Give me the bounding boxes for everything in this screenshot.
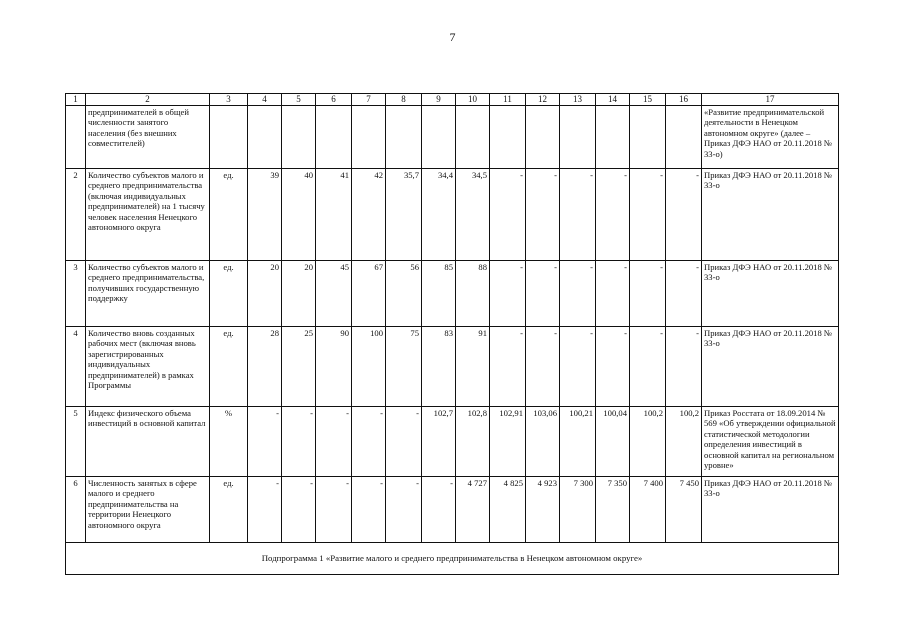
value-cell: - bbox=[422, 477, 456, 543]
value-cell: - bbox=[596, 327, 630, 407]
source-cell: Приказ ДФЭ НАО от 20.11.2018 № 33-о bbox=[702, 327, 839, 407]
value-cell: 102,8 bbox=[456, 407, 490, 477]
value-cell: - bbox=[630, 169, 666, 261]
value-cell: - bbox=[560, 261, 596, 327]
row-number: 3 bbox=[66, 261, 86, 327]
indicator-name: Количество субъектов малого и среднего предпринимательства (включая индивидуальных предпринимателей) на 1 тысячу человек населения Ненецкого автономного округа bbox=[86, 169, 210, 261]
value-cell bbox=[316, 106, 352, 169]
unit-cell: ед. bbox=[210, 261, 248, 327]
row-number: 6 bbox=[66, 477, 86, 543]
value-cell: - bbox=[560, 169, 596, 261]
value-cell: - bbox=[666, 327, 702, 407]
value-cell: - bbox=[526, 169, 560, 261]
header-cell: 7 bbox=[352, 94, 386, 106]
value-cell: 20 bbox=[248, 261, 282, 327]
value-cell: 56 bbox=[386, 261, 422, 327]
header-cell: 9 bbox=[422, 94, 456, 106]
value-cell: 91 bbox=[456, 327, 490, 407]
value-cell: - bbox=[282, 477, 316, 543]
value-cell: - bbox=[560, 327, 596, 407]
value-cell: 7 450 bbox=[666, 477, 702, 543]
table-body bbox=[66, 94, 839, 575]
indicator-name: Количество вновь созданных рабочих мест (включая вновь зарегистрированных индивидуальных предпринимателей) в рамках Программы bbox=[86, 327, 210, 407]
page-number: 7 bbox=[449, 30, 456, 44]
source-cell: Приказ ДФЭ НАО от 20.11.2018 № 33-о bbox=[702, 261, 839, 327]
table-row bbox=[66, 407, 839, 477]
value-cell: 42 bbox=[352, 169, 386, 261]
table-row bbox=[66, 327, 839, 407]
unit-cell: ед. bbox=[210, 477, 248, 543]
row-number: 4 bbox=[66, 327, 86, 407]
value-cell: 41 bbox=[316, 169, 352, 261]
header-cell: 12 bbox=[526, 94, 560, 106]
header-cell: 8 bbox=[386, 94, 422, 106]
value-cell: 7 400 bbox=[630, 477, 666, 543]
value-cell bbox=[352, 106, 386, 169]
value-cell: 100 bbox=[352, 327, 386, 407]
value-cell: 4 825 bbox=[490, 477, 526, 543]
value-cell: 100,2 bbox=[630, 407, 666, 477]
value-cell: - bbox=[352, 407, 386, 477]
value-cell bbox=[490, 106, 526, 169]
value-cell: 34,5 bbox=[456, 169, 490, 261]
row-number: 2 bbox=[66, 169, 86, 261]
value-cell: - bbox=[282, 407, 316, 477]
value-cell bbox=[248, 106, 282, 169]
value-cell: 75 bbox=[386, 327, 422, 407]
header-cell: 10 bbox=[456, 94, 490, 106]
subprogram-row bbox=[66, 543, 839, 575]
value-cell: 100,21 bbox=[560, 407, 596, 477]
indicator-name: предпринимателей в общей численности занятого населения (без внешних совместителей) bbox=[86, 106, 210, 169]
subprogram-title: Подпрограмма 1 «Развитие малого и среднего предпринимательства в Ненецком автономном округе» bbox=[66, 543, 839, 575]
header-cell: 11 bbox=[490, 94, 526, 106]
value-cell: 28 bbox=[248, 327, 282, 407]
value-cell: - bbox=[526, 327, 560, 407]
value-cell: 85 bbox=[422, 261, 456, 327]
value-cell bbox=[422, 106, 456, 169]
header-cell: 15 bbox=[630, 94, 666, 106]
value-cell bbox=[526, 106, 560, 169]
value-cell: - bbox=[490, 169, 526, 261]
indicator-name: Индекс физического объема инвестиций в основной капитал bbox=[86, 407, 210, 477]
header-cell: 5 bbox=[282, 94, 316, 106]
value-cell: - bbox=[596, 169, 630, 261]
value-cell: 102,91 bbox=[490, 407, 526, 477]
value-cell: 34,4 bbox=[422, 169, 456, 261]
value-cell bbox=[596, 106, 630, 169]
header-row bbox=[66, 94, 839, 106]
unit-cell bbox=[210, 106, 248, 169]
value-cell: 25 bbox=[282, 327, 316, 407]
value-cell: 45 bbox=[316, 261, 352, 327]
value-cell: 40 bbox=[282, 169, 316, 261]
header-cell: 14 bbox=[596, 94, 630, 106]
value-cell: 7 350 bbox=[596, 477, 630, 543]
value-cell bbox=[282, 106, 316, 169]
table-row bbox=[66, 106, 839, 169]
value-cell: 4 923 bbox=[526, 477, 560, 543]
value-cell: - bbox=[630, 327, 666, 407]
source-cell: Приказ Росстата от 18.09.2014 № 569 «Об утверждении официальной статистической методологии определения инвестиций в основной капитал на региональном уровне» bbox=[702, 407, 839, 477]
value-cell: 88 bbox=[456, 261, 490, 327]
value-cell bbox=[456, 106, 490, 169]
value-cell: - bbox=[490, 261, 526, 327]
value-cell: 35,7 bbox=[386, 169, 422, 261]
value-cell: 100,04 bbox=[596, 407, 630, 477]
value-cell: - bbox=[526, 261, 560, 327]
value-cell: 39 bbox=[248, 169, 282, 261]
value-cell: - bbox=[666, 261, 702, 327]
header-cell: 13 bbox=[560, 94, 596, 106]
source-cell: Приказ ДФЭ НАО от 20.11.2018 № 33-о bbox=[702, 169, 839, 261]
value-cell bbox=[560, 106, 596, 169]
header-cell: 4 bbox=[248, 94, 282, 106]
indicator-name: Количество субъектов малого и среднего предпринимательства, получивших государственную поддержку bbox=[86, 261, 210, 327]
value-cell: - bbox=[596, 261, 630, 327]
header-cell: 6 bbox=[316, 94, 352, 106]
value-cell: - bbox=[490, 327, 526, 407]
value-cell: 20 bbox=[282, 261, 316, 327]
value-cell: - bbox=[316, 477, 352, 543]
source-cell: «Развитие предпринимательской деятельности в Ненецком автономном округе» (далее – Приказ ДФЭ НАО от 20.11.2018 № 33-о) bbox=[702, 106, 839, 169]
value-cell: 100,2 bbox=[666, 407, 702, 477]
value-cell: 67 bbox=[352, 261, 386, 327]
value-cell: - bbox=[316, 407, 352, 477]
value-cell: - bbox=[630, 261, 666, 327]
row-number: 5 bbox=[66, 407, 86, 477]
value-cell bbox=[666, 106, 702, 169]
table-row bbox=[66, 169, 839, 261]
value-cell: 83 bbox=[422, 327, 456, 407]
value-cell bbox=[386, 106, 422, 169]
table-row bbox=[66, 261, 839, 327]
value-cell: 102,7 bbox=[422, 407, 456, 477]
value-cell: - bbox=[386, 407, 422, 477]
value-cell: - bbox=[248, 407, 282, 477]
header-cell: 2 bbox=[86, 94, 210, 106]
value-cell: 90 bbox=[316, 327, 352, 407]
table-row bbox=[66, 477, 839, 543]
indicators-table bbox=[65, 93, 839, 575]
value-cell: 103,06 bbox=[526, 407, 560, 477]
header-cell: 1 bbox=[66, 94, 86, 106]
value-cell: - bbox=[666, 169, 702, 261]
unit-cell: ед. bbox=[210, 327, 248, 407]
source-cell: Приказ ДФЭ НАО от 20.11.2018 № 33-о bbox=[702, 477, 839, 543]
value-cell bbox=[630, 106, 666, 169]
unit-cell: ед. bbox=[210, 169, 248, 261]
value-cell: - bbox=[352, 477, 386, 543]
row-number bbox=[66, 106, 86, 169]
header-cell: 16 bbox=[666, 94, 702, 106]
indicator-name: Численность занятых в сфере малого и среднего предпринимательства на территории Ненецкого автономного округа bbox=[86, 477, 210, 543]
unit-cell: % bbox=[210, 407, 248, 477]
value-cell: 4 727 bbox=[456, 477, 490, 543]
value-cell: - bbox=[386, 477, 422, 543]
value-cell: - bbox=[248, 477, 282, 543]
header-cell: 3 bbox=[210, 94, 248, 106]
value-cell: 7 300 bbox=[560, 477, 596, 543]
header-cell: 17 bbox=[702, 94, 839, 106]
